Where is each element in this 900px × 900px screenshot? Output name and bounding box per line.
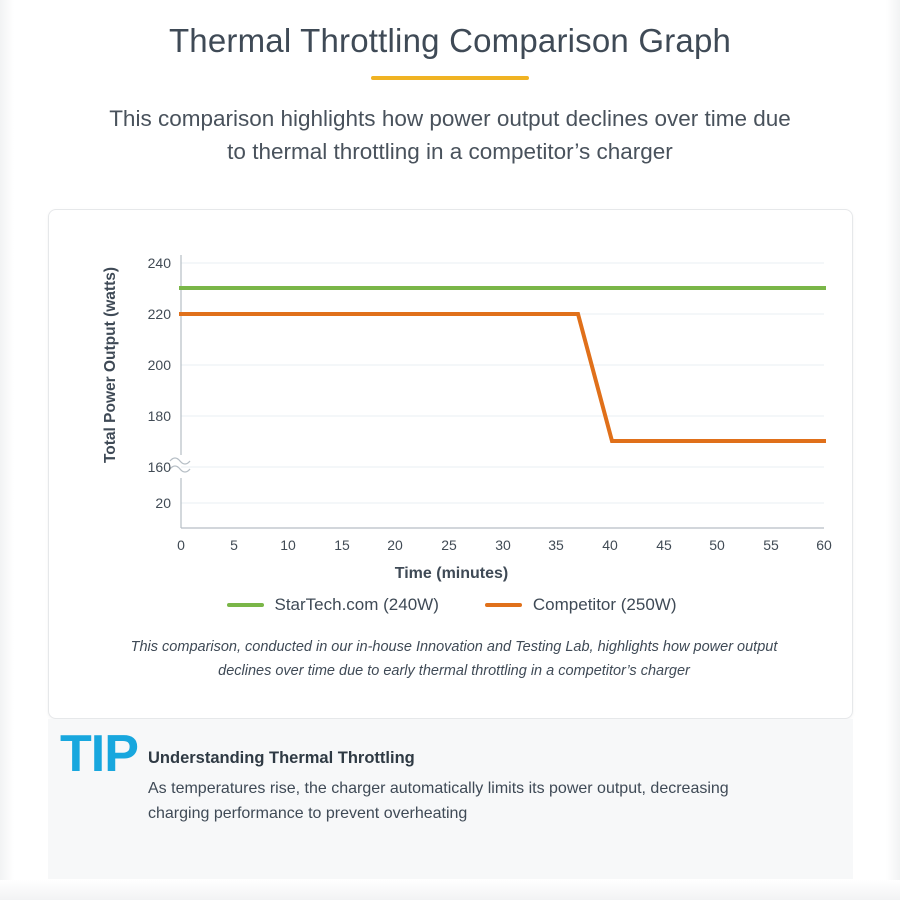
svg-text:160: 160 xyxy=(147,459,171,475)
svg-text:50: 50 xyxy=(709,537,725,553)
tip-heading: Understanding Thermal Throttling xyxy=(148,749,415,767)
svg-text:220: 220 xyxy=(147,306,171,322)
header xyxy=(0,0,900,168)
svg-text:240: 240 xyxy=(147,255,171,271)
svg-text:40: 40 xyxy=(602,537,618,553)
svg-text:60: 60 xyxy=(816,537,832,553)
svg-text:20: 20 xyxy=(387,537,403,553)
svg-text:20: 20 xyxy=(155,495,171,511)
svg-text:200: 200 xyxy=(147,357,171,373)
svg-text:45: 45 xyxy=(656,537,672,553)
svg-text:55: 55 xyxy=(763,537,779,553)
title-divider xyxy=(371,76,529,80)
svg-text:25: 25 xyxy=(441,537,457,553)
y-axis-label: Total Power Output (watts) xyxy=(102,266,119,464)
chart-area xyxy=(49,210,854,582)
page-subtitle: This comparison highlights how power output declines over time due to thermal throttling in a competitor’s charger xyxy=(109,106,791,164)
series-line-competitor xyxy=(181,314,824,441)
bottom-edge-shade xyxy=(0,880,900,900)
svg-text:30: 30 xyxy=(495,537,511,553)
tip-panel xyxy=(48,719,853,879)
svg-text:15: 15 xyxy=(334,537,350,553)
x-axis-label: Time (minutes) xyxy=(394,565,509,582)
svg-text:35: 35 xyxy=(548,537,564,553)
legend-label-competitor: Competitor (250W) xyxy=(532,595,677,614)
tip-body xyxy=(148,749,788,826)
line-chart-plot xyxy=(49,210,854,560)
legend-swatch-icon-competitor xyxy=(485,603,522,607)
svg-text:5: 5 xyxy=(230,537,238,553)
chart-legend xyxy=(49,595,854,615)
tip-text: As temperatures rise, the charger automatically limits its power output, decreasing charging performance to prevent overheating xyxy=(148,780,729,822)
svg-text:180: 180 xyxy=(147,408,171,424)
svg-text:10: 10 xyxy=(280,537,296,553)
legend-item-competitor[interactable] xyxy=(485,595,677,615)
right-edge-shade xyxy=(886,0,900,900)
left-edge-shade xyxy=(0,0,14,900)
svg-text:0: 0 xyxy=(177,537,185,553)
page-title: Thermal Throttling Comparison Graph xyxy=(168,22,732,59)
tip-badge: TIP xyxy=(60,725,138,783)
legend-swatch-icon-startech xyxy=(227,603,264,607)
legend-item-startech[interactable] xyxy=(227,595,439,615)
chart-caption: This comparison, conducted in our in-house Innovation and Testing Lab, highlights how power output declines over time due to early thermal throttling in a competitor’s charger xyxy=(130,639,778,679)
legend-label-startech: StarTech.com (240W) xyxy=(274,595,439,614)
chart-card xyxy=(48,209,853,719)
